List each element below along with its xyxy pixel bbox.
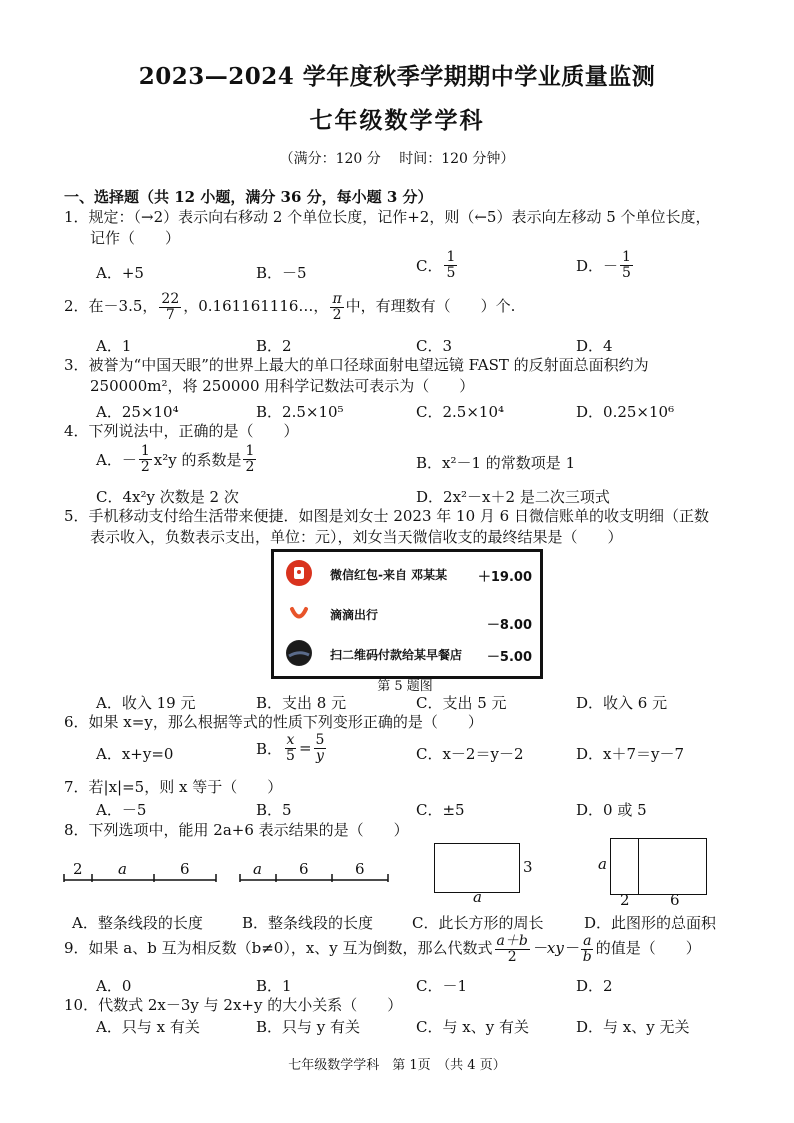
composite-bottom-label: 2 xyxy=(620,891,630,909)
q8-option-a: A．整条线段的长度 xyxy=(72,914,203,932)
q2-option-d: D．4 xyxy=(576,337,613,355)
bill-row xyxy=(286,640,532,666)
q1-option-b: B．－5 xyxy=(256,264,307,282)
q5-option-b: B．支出 8 元 xyxy=(256,694,347,712)
fraction-numerator: 1 xyxy=(622,249,631,265)
q5-option-c: C．支出 5 元 xyxy=(416,694,507,712)
q7-option-a: A．－5 xyxy=(96,801,147,819)
fraction-denominator: 2 xyxy=(140,458,150,475)
question-3-line2: 250000m²，将 250000 用科学记数法可表示为（ ） xyxy=(90,377,475,395)
bill-row-amount: －5.00 xyxy=(486,650,532,665)
q10-option-b: B．只与 y 有关 xyxy=(256,1018,361,1036)
q9-text-mid: －xy－ xyxy=(531,939,579,958)
fraction-denominator: 2 xyxy=(332,306,342,323)
fraction-numerator: a xyxy=(583,933,592,949)
q8-option-b: B．整条线段的长度 xyxy=(242,914,374,932)
red-envelope-icon xyxy=(286,560,312,586)
breakfast-shop-avatar-icon xyxy=(286,640,312,666)
q9-fraction-a-plus-b-over-2 xyxy=(495,934,530,964)
q2-fraction-22-7 xyxy=(159,292,181,322)
fraction-numerator: 1 xyxy=(140,443,150,459)
q1-option-c-fraction xyxy=(444,250,457,280)
q8-figure-a-segment xyxy=(62,856,218,886)
question-7: 7．若|x|=5，则 x 等于（ ） xyxy=(64,778,283,796)
q10-option-a: A．只与 x 有关 xyxy=(96,1018,200,1036)
q9-option-b: B．1 xyxy=(256,977,292,995)
question-8: 8．下列选项中，能用 2a+6 表示结果的是（ ） xyxy=(64,821,409,839)
q2-text-post: 中，有理数有（ ）个. xyxy=(345,297,516,316)
fraction-numerator: π xyxy=(332,291,342,307)
q10-option-c: C．与 x、y 有关 xyxy=(416,1018,529,1036)
q2-option-a: A．1 xyxy=(96,337,132,355)
q9-option-d: D．2 xyxy=(576,977,613,995)
q9-option-a: A．0 xyxy=(96,977,132,995)
q6-option-a: A．x+y=0 xyxy=(96,745,174,763)
q4-option-d: D．2x²－x＋2 是二次三项式 xyxy=(416,488,610,506)
exam-subject: 七年级数学学科 xyxy=(309,107,485,134)
q4-fraction-1-2 xyxy=(139,444,152,474)
question-1-line1: 1．规定：（→2）表示向右移动 2 个单位长度，记作+2，则（←5）表示向左移动 5 个单位长度， xyxy=(64,208,711,226)
segment-label: 2 xyxy=(73,860,83,878)
fraction-denominator: 5 xyxy=(622,264,631,281)
q1-option-c-label: C． xyxy=(416,256,443,275)
q5-option-a: A．收入 19 元 xyxy=(96,694,196,712)
bill-row-label: 扫二维码付款给某早餐店 xyxy=(330,648,463,662)
fraction-denominator: 2 xyxy=(245,458,255,475)
q1-option-d xyxy=(576,250,635,280)
question-10: 10．代数式 2x－3y 与 2x+y 的大小关系（ ） xyxy=(64,996,403,1014)
bill-row-amount: ＋19.00 xyxy=(477,570,532,585)
q4-option-b: B．x²－1 的常数项是 1 xyxy=(416,454,576,472)
bill-row xyxy=(286,560,532,586)
q9-option-c: C．－1 xyxy=(416,977,468,995)
bill-row xyxy=(286,600,532,633)
section-heading: 一、选择题（共 12 小题，满分 36 分，每小题 3 分） xyxy=(64,188,433,206)
fraction-numerator: 22 xyxy=(161,291,180,307)
fraction-numerator: x xyxy=(286,732,295,748)
question-6: 6．如果 x=y，那么根据等式的性质下列变形正确的是（ ） xyxy=(64,713,483,731)
q3-option-a: A．25×10⁴ xyxy=(96,403,179,421)
q10-option-d: D．与 x、y 无关 xyxy=(576,1018,690,1036)
q2-fraction-pi-2 xyxy=(330,292,343,322)
q6-option-b xyxy=(256,733,328,763)
fraction-numerator: 1 xyxy=(446,249,456,265)
divider-line xyxy=(638,839,639,894)
fraction-denominator: y xyxy=(316,747,324,764)
q1-option-d-label: D．－ xyxy=(576,256,619,275)
fraction-numerator: 1 xyxy=(245,443,255,459)
q8-figure-b-segment xyxy=(238,856,390,886)
q4-option-a-text: x²y 的系数是 xyxy=(153,450,242,469)
q8-option-c: C．此长方形的周长 xyxy=(412,914,544,932)
fraction-numerator: 5 xyxy=(315,732,325,748)
q2-text-mid: ，0.161161116…， xyxy=(183,297,329,316)
exam-title: 2023—2024 学年度秋季学期期中学业质量监测 xyxy=(138,63,656,90)
segment-label: 6 xyxy=(355,860,365,878)
rectangle-side-label: 3 xyxy=(523,858,533,876)
q9-fraction-a-over-b xyxy=(581,934,594,964)
q4-option-a-label: A．－ xyxy=(96,450,137,469)
q2-text-pre: 2．在－3.5， xyxy=(64,297,158,316)
q8-figure-c-rectangle xyxy=(434,843,520,893)
composite-bottom-label: 6 xyxy=(670,891,680,909)
fraction-numerator: a＋b xyxy=(496,933,528,949)
q6-fraction-x-5 xyxy=(284,733,297,763)
page-footer: 七年级数学学科 第 1页 （共 4 页） xyxy=(288,1058,506,1073)
question-3-line1: 3．被誉为“中国天眼”的世界上最大的单口径球面射电望远镜 FAST 的反射面总面积约为 xyxy=(64,356,649,374)
rectangle-bottom-label: a xyxy=(473,888,482,906)
q4-fraction-1-2-b xyxy=(243,444,256,474)
q9-text-post: 的值是（ ） xyxy=(595,939,701,958)
fraction-denominator: 5 xyxy=(286,747,295,764)
q7-option-b: B．5 xyxy=(256,801,292,819)
equals-sign: = xyxy=(298,739,312,758)
q5-option-d: D．收入 6 元 xyxy=(576,694,668,712)
q6-option-c: C．x－2＝y－2 xyxy=(416,745,524,763)
didi-icon xyxy=(286,600,312,626)
fraction-denominator: 5 xyxy=(446,264,456,281)
question-1-line2: 记作（ ） xyxy=(90,229,181,247)
q3-option-d: D．0.25×10⁶ xyxy=(576,403,675,421)
question-2 xyxy=(64,292,515,322)
wechat-bill-figure xyxy=(271,549,543,679)
q6-option-b-label: B． xyxy=(256,739,283,758)
q7-option-d: D．0 或 5 xyxy=(576,801,647,819)
q6-option-d: D．x＋7＝y－7 xyxy=(576,745,685,763)
q1-option-c xyxy=(416,250,459,280)
fraction-denominator: b xyxy=(582,948,592,965)
exam-info: （满分：120 分 时间：120 分钟） xyxy=(279,151,515,167)
fraction-denominator: 7 xyxy=(165,306,175,323)
q8-figure-d-composite xyxy=(610,838,707,895)
question-4: 4．下列说法中，正确的是（ ） xyxy=(64,422,299,440)
bill-row-label: 滴滴出行 xyxy=(330,608,379,622)
q8-option-d: D．此图形的总面积 xyxy=(584,914,717,932)
segment-label: 6 xyxy=(299,860,309,878)
bill-row-amount: －8.00 xyxy=(486,618,532,633)
q9-text-pre: 9．如果 a、b 互为相反数（b≠0），x、y 互为倒数，那么代数式 xyxy=(64,939,493,958)
segment-label: a xyxy=(253,860,262,878)
bill-row-label: 微信红包-来自 邓某某 xyxy=(330,568,448,582)
segment-label: 6 xyxy=(180,860,190,878)
q4-option-c: C．4x²y 次数是 2 次 xyxy=(96,488,239,506)
question-5-line1: 5．手机移动支付给生活带来便捷．如图是刘女士 2023 年 10 月 6 日微信账单的收支明细（正数 xyxy=(64,507,709,525)
q3-option-b: B．2.5×10⁵ xyxy=(256,403,344,421)
q3-option-c: C．2.5×10⁴ xyxy=(416,403,505,421)
fraction-denominator: 2 xyxy=(507,948,517,965)
question-5-line2: 表示收入，负数表示支出，单位：元），刘女当天微信收支的最终结果是（ ） xyxy=(90,528,623,546)
q2-option-b: B．2 xyxy=(256,337,292,355)
segment-label: a xyxy=(118,860,127,878)
q1-option-d-fraction xyxy=(620,250,633,280)
q1-option-a: A．+5 xyxy=(96,264,144,282)
q7-option-c: C．±5 xyxy=(416,801,465,819)
q4-option-a xyxy=(96,444,258,474)
q2-option-c: C．3 xyxy=(416,337,453,355)
q6-fraction-5-y xyxy=(314,733,327,763)
figure-caption: 第 5 题图 xyxy=(377,679,433,694)
question-9 xyxy=(64,934,701,964)
composite-side-label: a xyxy=(598,855,607,873)
